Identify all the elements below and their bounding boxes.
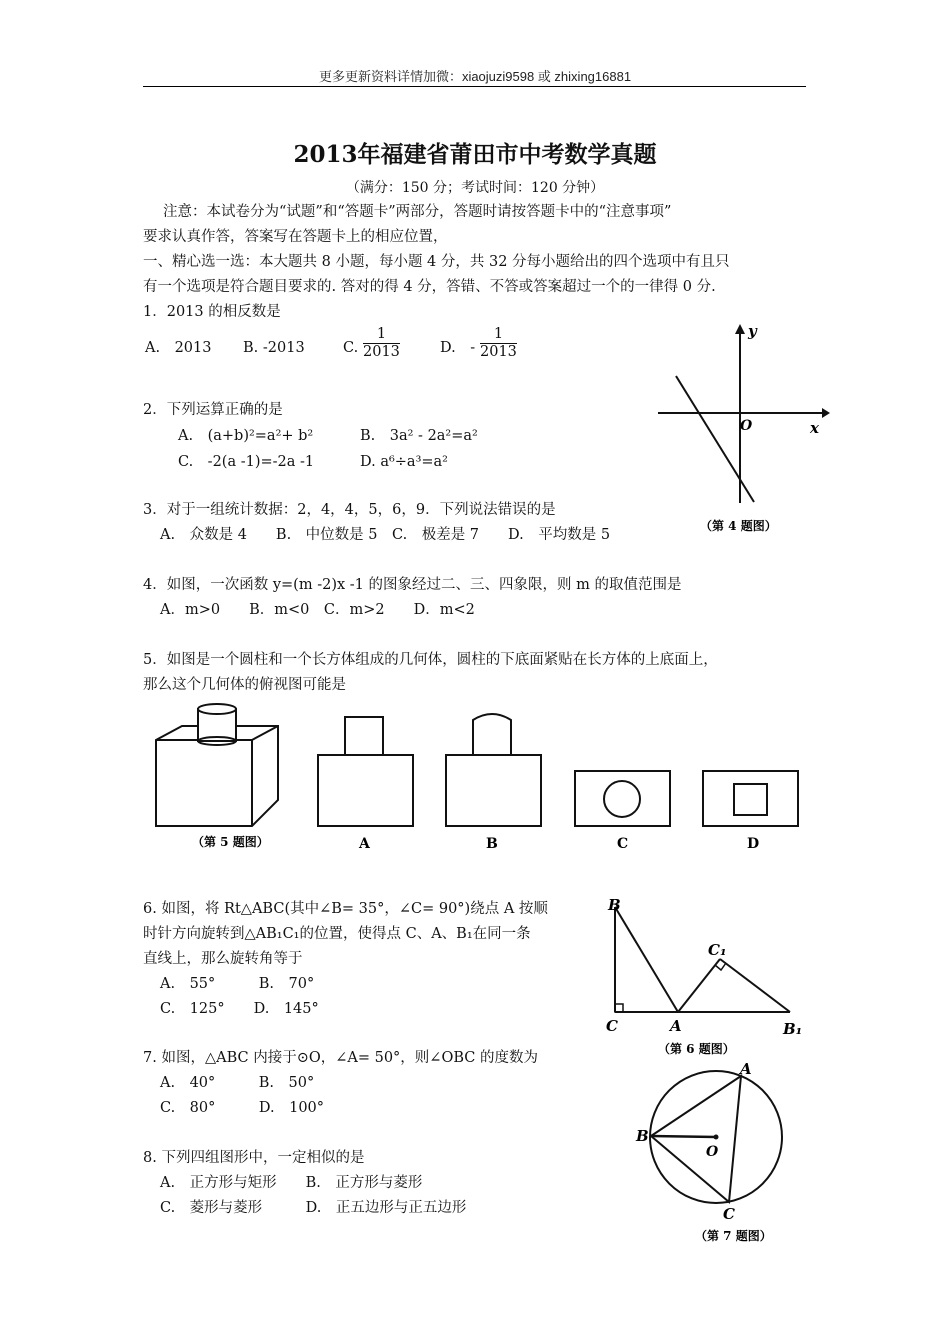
q4-function-line bbox=[676, 376, 754, 502]
q4-options: A．m>0 B．m<0 C．m>2 D．m<2 bbox=[160, 602, 475, 618]
q1-fraction-c bbox=[363, 326, 400, 361]
q2-option-c: C. -2(a -1)=-2a -1 bbox=[178, 454, 315, 470]
q1-option-c: C. bbox=[343, 340, 359, 356]
q5-stem-1: 5．如图是一个圆柱和一个长方体组成的几何体，圆柱的下底面紧贴在长方体的上底面上， bbox=[143, 652, 718, 668]
q7-options-row-2: C. 80° D. 100° bbox=[160, 1100, 325, 1116]
q6-label-b: B bbox=[608, 896, 621, 914]
q7-center-point bbox=[714, 1135, 719, 1140]
q7-options-row-1: A. 40° B. 50° bbox=[160, 1075, 315, 1091]
q5-figures bbox=[140, 700, 810, 860]
q1-frac-d-den: 2013 bbox=[480, 344, 517, 360]
header-rule bbox=[143, 86, 806, 87]
q6-stem-3: 直线上，那么旋转角等于 bbox=[143, 951, 303, 967]
q1-stem: 1．2013 的相反数是 bbox=[143, 304, 281, 320]
q7-label-b: B bbox=[636, 1127, 649, 1145]
q6-side-ac1 bbox=[678, 959, 720, 1012]
section-line-2: 有一个选项是符合题目要求的. 答对的得 4 分，答错、不答或答案超过一个的一律得 0 分. bbox=[143, 279, 716, 295]
q1-frac-c-den: 2013 bbox=[363, 344, 400, 360]
q6-side-ab bbox=[615, 907, 678, 1012]
section-line-1: 一、精心选一选：本大题共 8 小题，每小题 4 分，共 32 分每小题给出的四个选项中有且只 bbox=[143, 254, 730, 270]
header-note: 更多更新资料详情加微：xiaojuzi9598 或 zhixing16881 bbox=[318, 69, 632, 84]
q4-x-arrow bbox=[822, 408, 830, 418]
q6-caption: （第 6 题图） bbox=[658, 1042, 735, 1056]
q5-option-d-figure bbox=[703, 771, 798, 826]
q4-caption: （第 4 题图） bbox=[700, 519, 777, 533]
q7-label-o: O bbox=[706, 1144, 719, 1160]
notice-line-1: 注意：本试卷分为“试题”和“答题卡”两部分，答题时请按答题卡中的“注意事项” bbox=[163, 204, 672, 220]
q6-label-c1: C₁ bbox=[708, 941, 727, 959]
q7-segment-ob bbox=[651, 1136, 716, 1137]
q2-option-a: A. (a+b)²=a²+ b² bbox=[178, 428, 314, 444]
q8-options-row-1: A. 正方形与矩形 B. 正方形与菱形 bbox=[160, 1175, 423, 1191]
notice-line-2: 要求认真作答，答案写在答题卡上的相应位置， bbox=[143, 229, 448, 245]
q5-stem-2: 那么这个几何体的俯视图可能是 bbox=[143, 677, 346, 693]
q5-solid-figure bbox=[156, 704, 278, 826]
q1-fraction-d bbox=[480, 326, 517, 361]
q7-label-a: A bbox=[740, 1060, 752, 1078]
q6-options-row-2: C. 125° D. 145° bbox=[160, 1001, 319, 1017]
q5-label-c: C bbox=[617, 836, 629, 852]
q6-options-row-1: A. 55° B. 70° bbox=[160, 976, 315, 992]
q3-options: A. 众数是 4 B. 中位数是 5 C. 极差是 7 D. 平均数是 5 bbox=[160, 527, 611, 543]
q5-caption: （第 5 题图） bbox=[192, 835, 269, 849]
q6-label-a: A bbox=[670, 1017, 682, 1035]
q4-y-arrow bbox=[735, 324, 745, 334]
q6-label-b1: B₁ bbox=[783, 1020, 803, 1038]
q3-stem: 3．对于一组统计数据：2，4，4，5，6，9．下列说法错误的是 bbox=[143, 502, 556, 518]
q5-option-c-figure bbox=[575, 771, 670, 826]
q2-stem: 2．下列运算正确的是 bbox=[143, 402, 283, 418]
q1-frac-c-num: 1 bbox=[363, 326, 400, 344]
q4-y-label: y bbox=[748, 322, 757, 340]
q2-option-b: B. 3a² - 2a²=a² bbox=[360, 428, 478, 444]
q6-figure bbox=[600, 893, 815, 1063]
q6-stem-2: 时针方向旋转到△AB₁C₁的位置，使得点 C、A、B₁在同一条 bbox=[143, 926, 531, 942]
q5-label-a: A bbox=[359, 836, 370, 852]
q6-side-c1b1 bbox=[720, 959, 790, 1012]
q6-label-c: C bbox=[606, 1017, 618, 1035]
page-title: 2013年福建省莆田市中考数学真题 bbox=[293, 141, 657, 168]
q7-label-c: C bbox=[723, 1205, 735, 1223]
q1-frac-d-num: 1 bbox=[480, 326, 517, 344]
q4-o-label: O bbox=[740, 418, 753, 434]
q1-option-a: A. 2013 bbox=[145, 340, 212, 356]
q5-label-b: B bbox=[486, 836, 498, 852]
q7-stem: 7. 如图，△ABC 内接于⊙O，∠A= 50°，则∠OBC 的度数为 bbox=[143, 1050, 538, 1066]
q4-x-label: x bbox=[810, 419, 819, 437]
q8-stem: 8. 下列四组图形中，一定相似的是 bbox=[143, 1150, 365, 1166]
q5-label-d: D bbox=[747, 836, 760, 852]
q7-caption: （第 7 题图） bbox=[695, 1229, 772, 1243]
q8-options-row-2: C. 菱形与菱形 D. 正五边形与正五边形 bbox=[160, 1200, 467, 1216]
q1-option-d: D. - bbox=[440, 340, 476, 356]
q5-option-b-figure bbox=[446, 714, 541, 826]
q6-right-angle-c bbox=[615, 1004, 623, 1012]
q1-option-b: B. -2013 bbox=[243, 340, 305, 356]
q5-option-a-figure bbox=[318, 717, 413, 826]
q4-figure bbox=[650, 318, 830, 540]
q2-option-d: D. a⁶÷a³=a² bbox=[360, 454, 448, 470]
q7-figure bbox=[630, 1055, 800, 1250]
exam-subtitle: （满分：150 分；考试时间：120 分钟） bbox=[345, 180, 605, 196]
q4-stem: 4．如图，一次函数 y=(m -2)x -1 的图象经过二、三、四象限，则 m 的取值范围是 bbox=[143, 577, 682, 593]
q6-stem-1: 6. 如图，将 Rt△ABC(其中∠B= 35°，∠C= 90°)绕点 A 按顺 bbox=[143, 901, 548, 917]
